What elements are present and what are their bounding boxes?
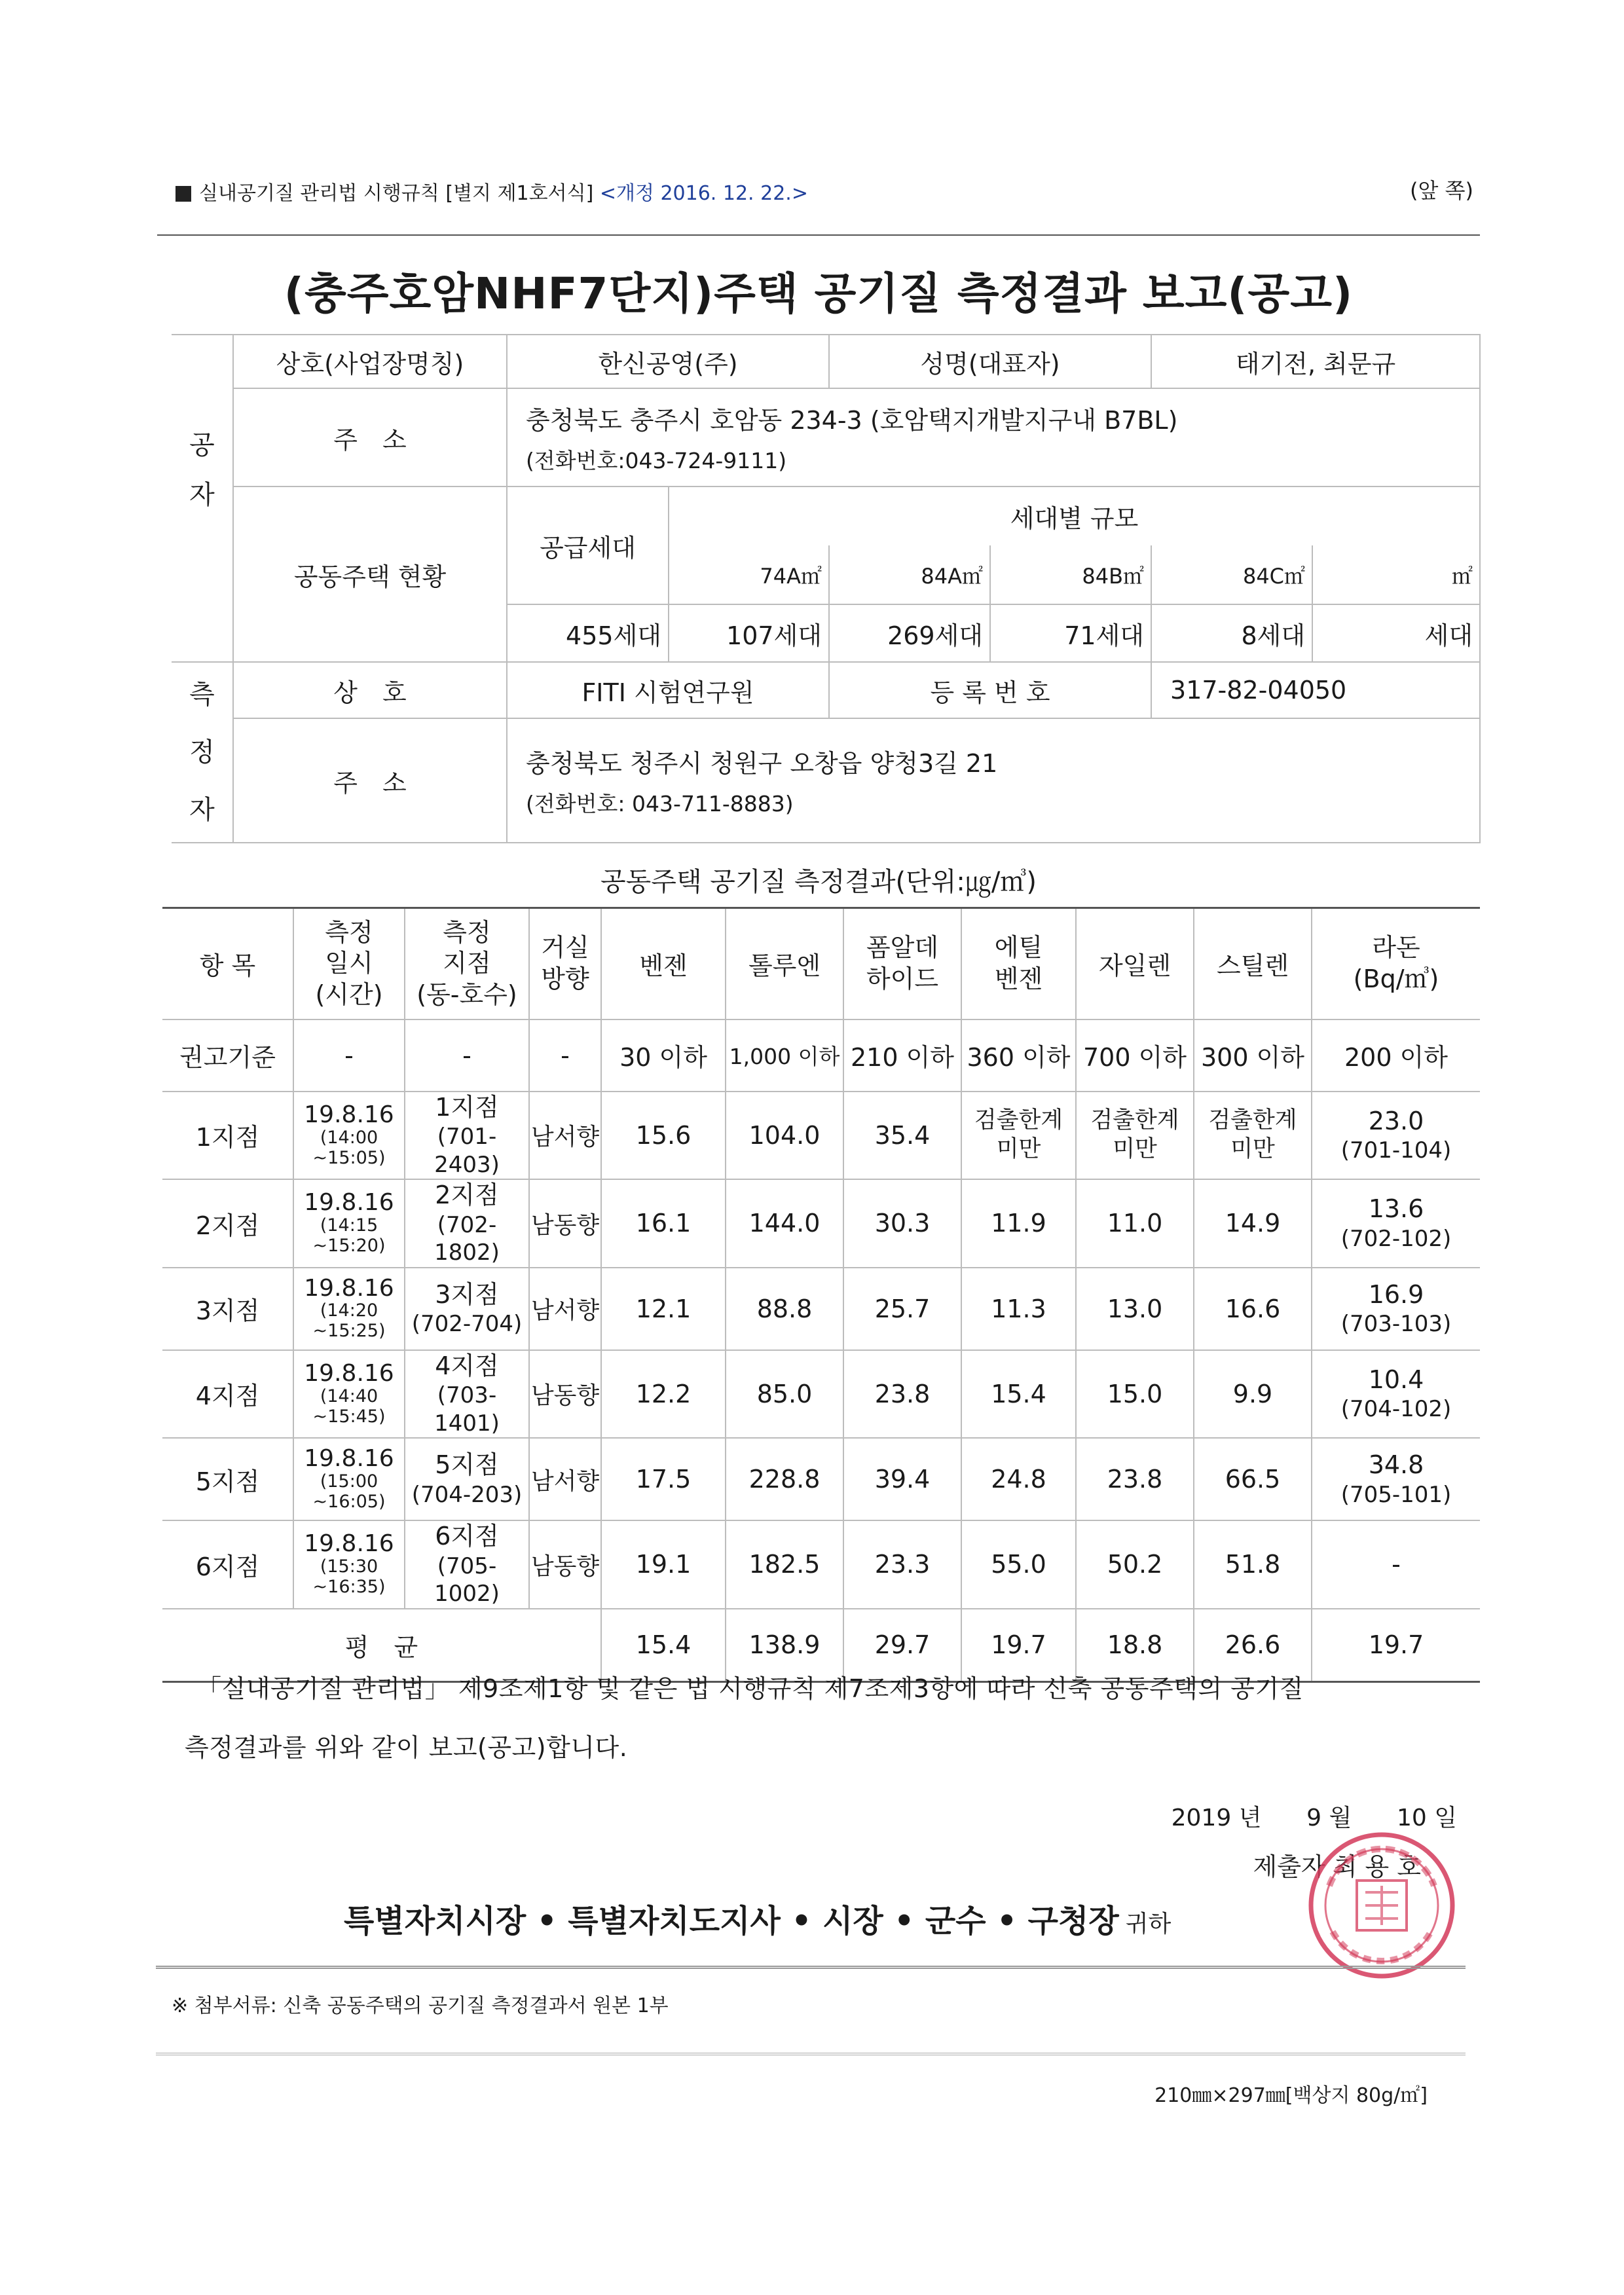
row-styrene: 51.8: [1194, 1520, 1312, 1609]
row-date: 19.8.16: [304, 1445, 394, 1473]
row-radon-unit: (702-102): [1340, 1225, 1452, 1252]
row-datetime: [293, 1179, 405, 1268]
row-location: [405, 1520, 529, 1609]
row-xylene: 23.8: [1076, 1438, 1194, 1520]
average-formaldehyde: 29.7: [843, 1609, 961, 1682]
standard-ethylbenzene: 360 이하: [961, 1019, 1076, 1092]
row-formaldehyde: 23.3: [843, 1520, 961, 1609]
row-location: [405, 1179, 529, 1268]
row-time: (14:15 ~15:20): [312, 1215, 386, 1257]
row-location-point: 5지점: [435, 1450, 499, 1479]
info-table: [172, 334, 1481, 843]
measurer-address-text: 충청북도 청주시 청원구 오창읍 양청3길 21: [526, 749, 998, 778]
row-location-unit: (701-2403): [434, 1124, 500, 1178]
date-month: 9: [1306, 1805, 1322, 1831]
row-formaldehyde: 39.4: [843, 1438, 961, 1520]
result-row: [162, 1438, 1480, 1520]
company-label: 상호(사업장명칭): [233, 335, 507, 388]
row-direction: 남동향: [529, 1520, 601, 1609]
row-radon: [1312, 1092, 1480, 1180]
row-location-unit: (705-1002): [434, 1552, 500, 1607]
row-datetime: [293, 1520, 405, 1609]
row-ethylbenzene: 15.4: [961, 1350, 1076, 1439]
row-direction: 남동향: [529, 1350, 601, 1439]
standard-benzene: 30 이하: [601, 1019, 726, 1092]
row-radon: [1312, 1350, 1480, 1439]
results-table: [162, 907, 1480, 1683]
col-xylene: 자일렌: [1076, 908, 1194, 1019]
row-location-point: 2지점: [435, 1181, 499, 1209]
reg-label: 등 록 번 호: [829, 662, 1151, 718]
row-datetime: [293, 1092, 405, 1180]
addressee-suffix: 귀하: [1125, 1911, 1172, 1937]
standard-xylene: 700 이하: [1076, 1019, 1194, 1092]
row-radon-value: 10.4: [1368, 1365, 1424, 1394]
row-benzene: 17.5: [601, 1438, 726, 1520]
size-74a: 74A㎡: [669, 545, 829, 604]
average-styrene: 26.6: [1194, 1609, 1312, 1682]
measurer-side-label: 측 정 자: [172, 662, 233, 843]
row-radon-unit: (701-104): [1340, 1137, 1452, 1164]
legal-text-line-2: 측정결과를 위와 같이 보고(공고)합니다.: [185, 1733, 628, 1762]
row-ethylbenzene: 24.8: [961, 1438, 1076, 1520]
supply-count: 455세대: [507, 604, 669, 662]
results-caption: 공동주택 공기질 측정결과(단위:㎍/㎥): [600, 867, 1037, 897]
col-styrene: 스틸렌: [1194, 908, 1312, 1019]
paper-spec: 210㎜×297㎜[백상지 80g/㎡]: [1154, 2084, 1428, 2107]
row-time: (15:30 ~16:35): [312, 1556, 386, 1598]
row-xylene: 13.0: [1076, 1268, 1194, 1350]
attachment-note: ※ 첨부서류: 신축 공동주택의 공기질 측정결과서 원본 1부: [172, 1994, 669, 2017]
row-location-unit: (702-1802): [434, 1211, 500, 1266]
standard-datetime: -: [293, 1019, 405, 1092]
row-styrene: 16.6: [1194, 1268, 1312, 1350]
builder-address: [507, 388, 1480, 487]
row-radon-unit: (705-101): [1340, 1481, 1452, 1508]
row-location-point: 3지점: [435, 1279, 499, 1309]
row-toluene: 88.8: [726, 1268, 843, 1350]
row-radon-value: 16.9: [1368, 1279, 1424, 1309]
header-divider: [157, 234, 1480, 236]
count-84a: 269세대: [829, 604, 990, 662]
builder-side-blank: [172, 604, 233, 662]
row-direction: 남서향: [529, 1438, 601, 1520]
reg-number: 317-82-04050: [1151, 662, 1480, 718]
row-location: [405, 1268, 529, 1350]
row-point: 4지점: [162, 1350, 293, 1439]
row-time: (15:00 ~16:05): [312, 1471, 386, 1512]
row-location-point: 1지점: [435, 1092, 499, 1122]
row-radon: [1312, 1438, 1480, 1520]
row-time: (14:20 ~15:25): [312, 1300, 386, 1342]
col-datetime: 측정 일시 (시간): [293, 908, 405, 1019]
measurer-address-label: 주 소: [233, 718, 507, 843]
row-location: [405, 1438, 529, 1520]
row-location-point: 6지점: [435, 1522, 499, 1551]
row-time: (14:00 ~15:05): [312, 1127, 386, 1168]
date-year-unit: 년: [1238, 1805, 1262, 1831]
average-benzene: 15.4: [601, 1609, 726, 1682]
footer-divider-top: [156, 1966, 1466, 1969]
row-xylene: 50.2: [1076, 1520, 1194, 1609]
ceo-label: 성명(대표자): [829, 335, 1151, 388]
row-radon: [1312, 1179, 1480, 1268]
row-toluene: 144.0: [726, 1179, 843, 1268]
row-date: 19.8.16: [304, 1274, 394, 1302]
row-toluene: 228.8: [726, 1438, 843, 1520]
standard-label: 권고기준: [162, 1019, 293, 1092]
standard-direction: -: [529, 1019, 601, 1092]
col-location: 측정 지점 (동-호수): [405, 908, 529, 1019]
form-header: [175, 177, 808, 206]
row-xylene: 11.0: [1076, 1179, 1194, 1268]
builder-address-text: 충청북도 충주시 호암동 234-3 (호암택지개발지구내 B7BL): [526, 406, 1178, 435]
average-ethylbenzene: 19.7: [961, 1609, 1076, 1682]
row-xylene: 검출한계 미만: [1076, 1092, 1194, 1180]
row-point: 1지점: [162, 1092, 293, 1180]
row-toluene: 182.5: [726, 1520, 843, 1609]
row-location-point: 4지점: [435, 1351, 499, 1380]
row-direction: 남서향: [529, 1268, 601, 1350]
col-toluene: 톨루엔: [726, 908, 843, 1019]
revision-date: <개정 2016. 12. 22.>: [599, 182, 808, 205]
submitter: 제출자 최 용 호: [1253, 1852, 1421, 1881]
col-formaldehyde: 폼알데 하이드: [843, 908, 961, 1019]
standard-location: -: [405, 1019, 529, 1092]
row-styrene: 검출한계 미만: [1194, 1092, 1312, 1180]
row-direction: 남서향: [529, 1092, 601, 1180]
result-row: [162, 1092, 1480, 1180]
official-seal-stamp: [1303, 1827, 1460, 1984]
row-location-unit: (702-704): [411, 1311, 523, 1337]
row-ethylbenzene: 11.3: [961, 1268, 1076, 1350]
footer-divider-bottom: [156, 2053, 1466, 2055]
row-datetime: [293, 1350, 405, 1439]
row-date: 19.8.16: [304, 1359, 394, 1387]
result-row: [162, 1179, 1480, 1268]
standard-row: [162, 1019, 1480, 1092]
measurer-address: [507, 718, 1480, 843]
row-ethylbenzene: 55.0: [961, 1520, 1076, 1609]
row-formaldehyde: 23.8: [843, 1350, 961, 1439]
address-label: 주 소: [233, 388, 507, 487]
row-benzene: 12.2: [601, 1350, 726, 1439]
size-84a: 84A㎡: [829, 545, 990, 604]
addressee-text: 특별자치시장 • 특별자치도지사 • 시장 • 군수 • 구청장: [344, 1903, 1119, 1939]
row-benzene: 12.1: [601, 1268, 726, 1350]
date-month-unit: 월: [1329, 1805, 1352, 1831]
row-styrene: 9.9: [1194, 1350, 1312, 1439]
row-toluene: 104.0: [726, 1092, 843, 1180]
row-formaldehyde: 25.7: [843, 1268, 961, 1350]
count-74a: 107세대: [669, 604, 829, 662]
legal-text-line-1: 「실내공기질 관리법」 제9조제1항 및 같은 법 시행규칙 제7조제3항에 따라 신축 공동주택의 공기질: [196, 1674, 1304, 1703]
row-radon-value: 23.0: [1368, 1106, 1424, 1135]
size-blank: ㎡: [1312, 545, 1480, 604]
row-xylene: 15.0: [1076, 1350, 1194, 1439]
average-xylene: 18.8: [1076, 1609, 1194, 1682]
row-formaldehyde: 35.4: [843, 1092, 961, 1180]
measurer-company: FITI 시험연구원: [507, 662, 829, 718]
result-row: [162, 1350, 1480, 1439]
row-benzene: 15.6: [601, 1092, 726, 1180]
row-ethylbenzene: 11.9: [961, 1179, 1076, 1268]
col-item: 항 목: [162, 908, 293, 1019]
square-bullet-icon: [175, 186, 191, 202]
count-84c: 8세대: [1151, 604, 1312, 662]
row-radon-unit: (704-102): [1340, 1396, 1452, 1423]
row-location: [405, 1350, 529, 1439]
row-datetime: [293, 1268, 405, 1350]
average-toluene: 138.9: [726, 1609, 843, 1682]
standard-formaldehyde: 210 이하: [843, 1019, 961, 1092]
row-radon-value: 34.8: [1368, 1450, 1424, 1479]
row-radon-value: -: [1392, 1549, 1401, 1579]
count-84b: 71세대: [990, 604, 1151, 662]
size-84c: 84C㎡: [1151, 545, 1312, 604]
count-blank: 세대: [1312, 604, 1480, 662]
row-radon-unit: (703-103): [1340, 1311, 1452, 1337]
row-location-unit: (703-1401): [434, 1382, 500, 1437]
row-radon-value: 13.6: [1368, 1194, 1424, 1224]
col-radon: 라돈 (Bq/㎥): [1312, 908, 1480, 1019]
row-toluene: 85.0: [726, 1350, 843, 1439]
measurer-phone: (전화번호: 043-711-8883): [526, 791, 794, 817]
row-date: 19.8.16: [304, 1101, 394, 1128]
housing-label: 공동주택 현황: [233, 487, 507, 662]
size-label: 세대별 규모: [669, 487, 1480, 545]
page-side-label: (앞 쪽): [1410, 178, 1473, 203]
row-radon: [1312, 1520, 1480, 1609]
measurer-company-label: 상 호: [233, 662, 507, 718]
row-date: 19.8.16: [304, 1189, 394, 1217]
row-benzene: 16.1: [601, 1179, 726, 1268]
supply-label: 공급세대: [507, 487, 669, 604]
row-point: 2지점: [162, 1179, 293, 1268]
row-time: (14:40 ~15:45): [312, 1386, 386, 1427]
col-benzene: 벤젠: [601, 908, 726, 1019]
average-label: 평 균: [162, 1609, 601, 1682]
row-point: 3지점: [162, 1268, 293, 1350]
row-direction: 남동향: [529, 1179, 601, 1268]
row-styrene: 14.9: [1194, 1179, 1312, 1268]
row-formaldehyde: 30.3: [843, 1179, 961, 1268]
row-location-unit: (704-203): [411, 1481, 523, 1508]
result-row: [162, 1268, 1480, 1350]
size-84b: 84B㎡: [990, 545, 1151, 604]
company-name: 한신공영(주): [507, 335, 829, 388]
form-reference: 실내공기질 관리법 시행규칙 [별지 제1호서식]: [199, 182, 594, 205]
row-radon: [1312, 1268, 1480, 1350]
col-ethylbenzene: 에틸 벤젠: [961, 908, 1076, 1019]
ceo-name: 태기전, 최문규: [1151, 335, 1480, 388]
date-day: 10: [1396, 1805, 1427, 1831]
date-year: 2019: [1171, 1805, 1232, 1831]
standard-radon: 200 이하: [1312, 1019, 1480, 1092]
col-direction: 거실 방향: [529, 908, 601, 1019]
addressee: [344, 1896, 1171, 1941]
row-date: 19.8.16: [304, 1530, 394, 1558]
builder-side-label: 공 자: [172, 335, 233, 604]
builder-phone: (전화번호:043-724-9111): [526, 448, 787, 473]
row-styrene: 66.5: [1194, 1438, 1312, 1520]
standard-toluene: 1,000 이하: [726, 1019, 843, 1092]
standard-styrene: 300 이하: [1194, 1019, 1312, 1092]
row-point: 6지점: [162, 1520, 293, 1609]
document-title: (충주호암NHF7단지)주택 공기질 측정결과 보고(공고): [284, 268, 1354, 319]
average-radon: 19.7: [1312, 1609, 1480, 1682]
row-ethylbenzene: 검출한계 미만: [961, 1092, 1076, 1180]
result-row: [162, 1520, 1480, 1609]
row-location: [405, 1092, 529, 1180]
row-datetime: [293, 1438, 405, 1520]
date-day-unit: 일: [1434, 1805, 1457, 1831]
row-benzene: 19.1: [601, 1520, 726, 1609]
row-point: 5지점: [162, 1438, 293, 1520]
